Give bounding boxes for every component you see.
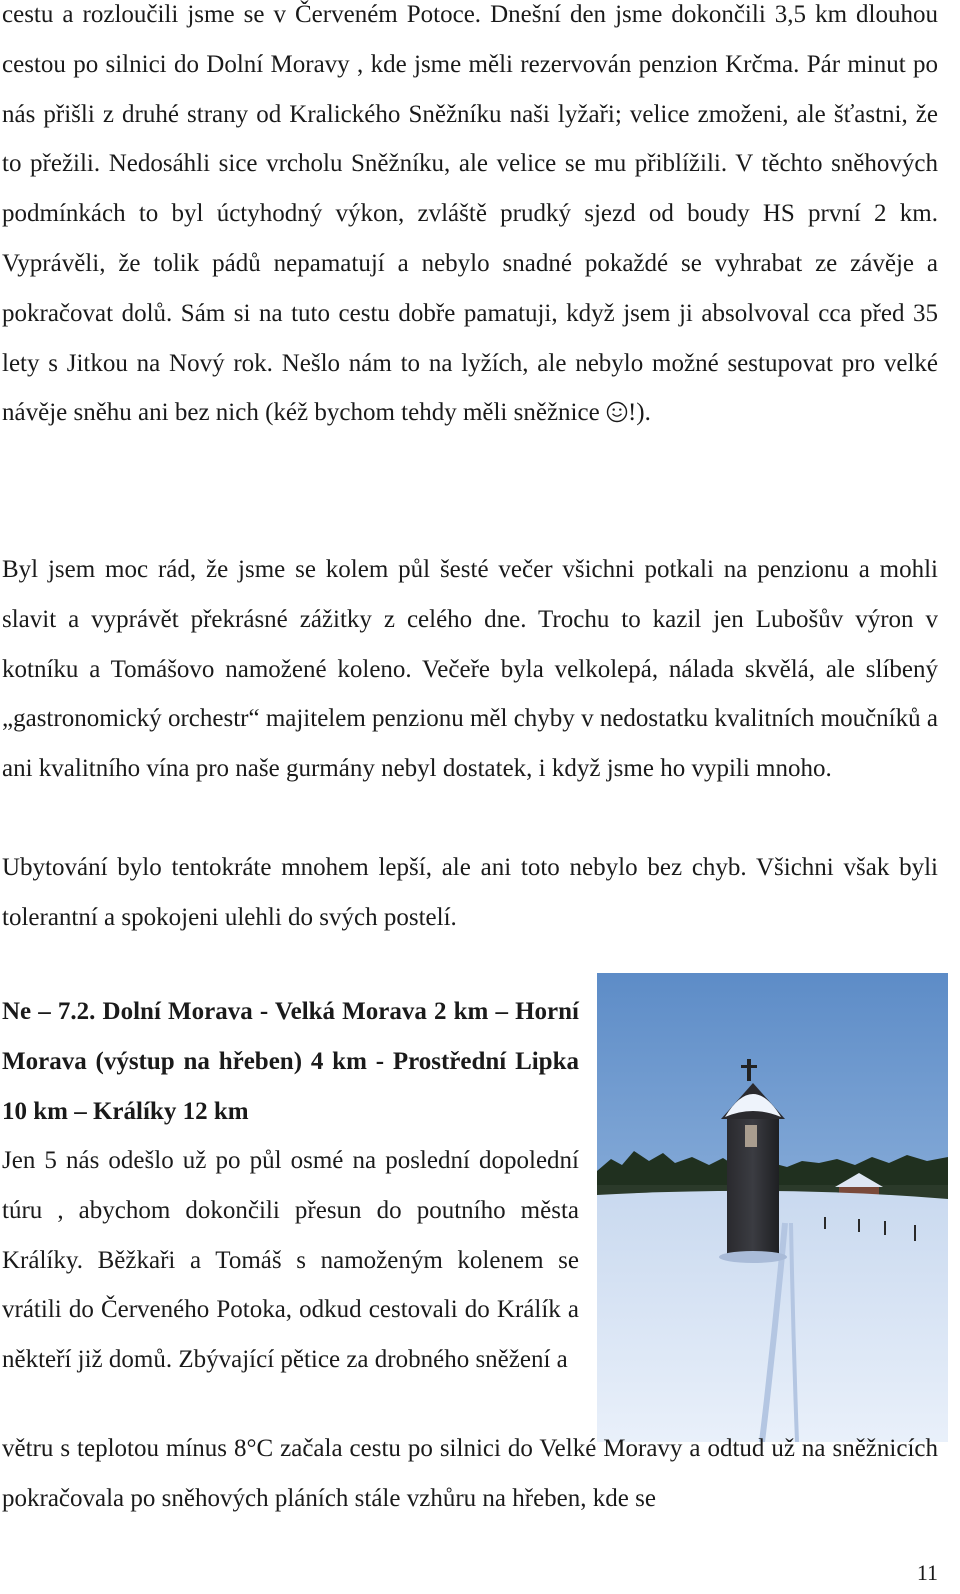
paragraph-arrival-end: !). xyxy=(627,399,651,427)
section-heading: Ne – 7.2. Dolní Morava - Velká Morava 2 km – Horní Morava (výstup na hřeben) 4 km - Prostřední Lipka 10 km – Králíky 12 km xyxy=(2,998,579,1125)
paragraph-arrival-text: cestu a rozloučili jsme se v Červeném Potoce. Dnešní den jsme dokončili 3,5 km dlouhou cestou po silnici do Dolní Moravy , kde jsme měli rezervován penzion Krčma. Pár minut po nás přišli z druhé strany od Kralického Sněžníku naši lyžaři; velice zmoženi, ale šťastni, že to přežili. Nedosáhli sice vrcholu Sněžníku, ale velice se mu přiblížili. V těchto sněhových podmínkách to byl úctyhodný výkon, zvláště prudký sjezd od boudy HS první 2 km. Vyprávěli, že tolik pádů nepamatují a nebylo snadné pokaždé se vyhrabat ze závěje a pokračovat dolů. Sám si na tuto cestu dobře pamatuji, když jsem ji absolvoval cca před 35 lety s Jitkou na Nový rok. Nešlo nám to na lyžích, ale nebylo možné sestupovat pro velké návěje sněhu ani bez nich (kéž bychom tehdy měli sněžnice xyxy=(2,1,938,427)
paragraph-accommodation: Ubytování bylo tentokráte mnohem lepší, ale ani toto nebylo bez chyb. Všichni však byli tolerantní a spokojeni ulehli do svých postelí. xyxy=(2,854,938,931)
bell-tower-photo xyxy=(597,973,948,1442)
paragraph-departure: Jen 5 nás odešlo už po půl osmé na poslední dopolední túru , abychom dokončili přesun do poutního města Králíky. Běžkaři a Tomáš s namoženým kolenem se vrátili do Červeného Potoka, odkud cestovali do Králík a někteří již domů. Zbývající pětice za drobného sněžení a xyxy=(2,1147,579,1374)
paragraph-route: větru s teplotou mínus 8°C začala cestu po silnici do Velké Moravy a odtud už na sněžnicích pokračovala po sněhových pláních stále vzhůru na hřeben, kde se xyxy=(2,1435,938,1512)
smiley-face-icon xyxy=(606,388,628,438)
page-number: 11 xyxy=(916,1560,938,1585)
paragraph-arrival xyxy=(2,0,938,438)
paragraph-evening: Byl jsem moc rád, že jsme se kolem půl šesté večer všichni potkali na penzionu a mohli slavit a vyprávět překrásné zážitky z celého dne. Trochu to kazil jen Lubošův výron v kotníku a Tomášovo namožené koleno. Večeře byla velkolepá, nálada skvělá, ale slíbený „gastronomický orchestr“ majitelem penzionu měl chyby v nedostatku kvalitních moučníků a ani kvalitního vína pro naše gurmány nebyl dostatek, i když jsme ho vypili mnoho. xyxy=(2,556,938,783)
